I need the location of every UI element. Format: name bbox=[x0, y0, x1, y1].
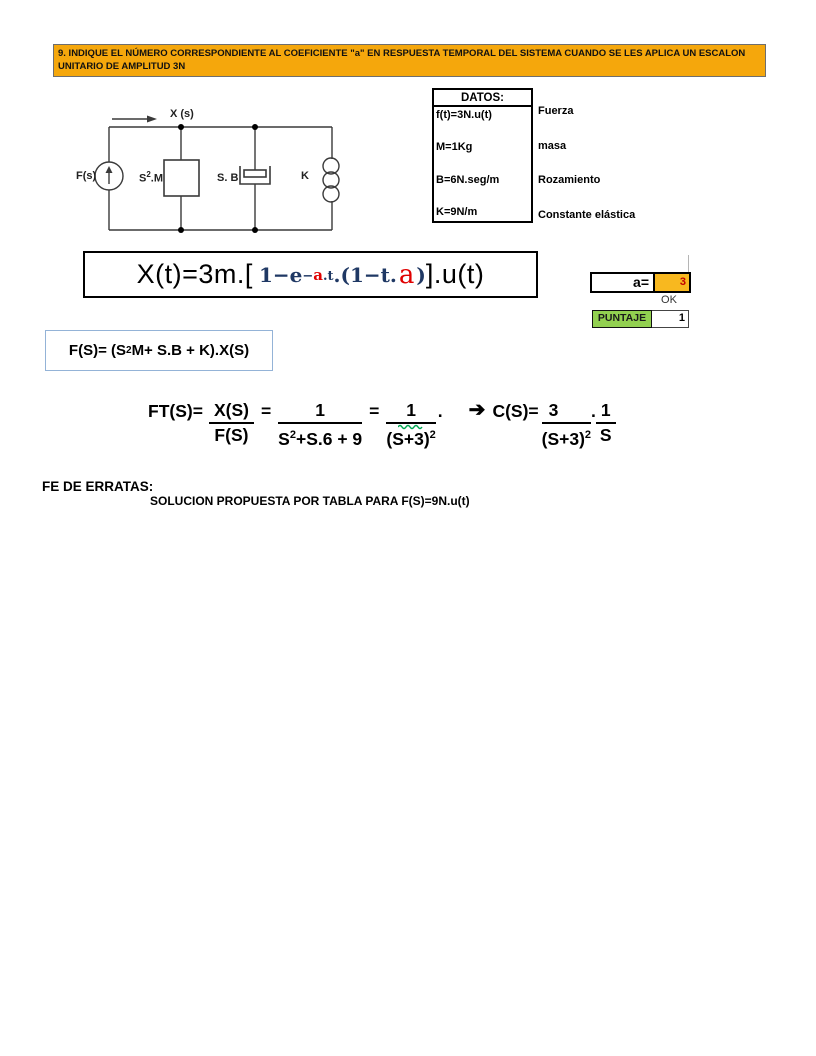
datos-label-damping: Rozamiento bbox=[538, 174, 601, 187]
xeq-exponent bbox=[302, 266, 333, 284]
datos-table-body bbox=[434, 107, 531, 221]
damper-label: S. B bbox=[217, 172, 239, 184]
frac1-numerator: X(S) bbox=[209, 399, 254, 424]
ft-lhs: FT(S)= bbox=[148, 401, 203, 421]
mass-element-icon bbox=[164, 160, 199, 196]
errata-note: SOLUCION PROPUESTA POR TABLA PARA F(S)=9N.u(t) bbox=[150, 494, 470, 508]
xeq-exp-minus: − bbox=[302, 268, 314, 284]
datos-table bbox=[432, 88, 533, 223]
source-arrow-head bbox=[106, 166, 113, 173]
equals-sign-1: = bbox=[260, 401, 272, 421]
mass-label-sup: 2 bbox=[146, 170, 151, 179]
implies-arrow-icon: ➔ bbox=[468, 399, 486, 421]
time-response-equation bbox=[83, 251, 538, 298]
displacement-label: X (s) bbox=[170, 108, 194, 120]
xeq-prefix: X(t)=3m.[ bbox=[136, 259, 253, 289]
datos-label-force: Fuerza bbox=[538, 105, 574, 117]
gridline-remnant bbox=[688, 255, 689, 272]
frac3-den-sup: 2 bbox=[429, 429, 436, 441]
cs-lhs: C(S)= bbox=[492, 401, 539, 421]
junction-dot bbox=[178, 227, 184, 233]
datos-label-mass: masa bbox=[538, 139, 567, 152]
multiply-dot-1: . bbox=[437, 401, 443, 421]
frac2-den-rest: +S.6 + 9 bbox=[295, 428, 363, 449]
xeq-suffix: ].u(t) bbox=[425, 259, 485, 289]
junction-dot bbox=[252, 124, 258, 130]
datos-value-mass: M=1Kg bbox=[436, 141, 473, 154]
frac1-denominator: F(S) bbox=[214, 425, 249, 445]
frac2-den-s: S bbox=[278, 428, 290, 449]
xeq-one-minus-e: 1−e bbox=[258, 262, 303, 287]
spring-label: K bbox=[301, 170, 309, 182]
datos-value-spring: K=9N/m bbox=[436, 205, 478, 218]
frac3-numerator: 1 bbox=[386, 399, 435, 424]
score-value-cell: 1 bbox=[652, 310, 689, 328]
errata-title: FE DE ERRATAS: bbox=[42, 479, 154, 494]
datos-label-column bbox=[538, 105, 635, 221]
frac5-denominator: S bbox=[599, 425, 612, 445]
frac4-den-sup: 2 bbox=[584, 429, 592, 441]
datos-value-force: f(t)=3N.u(t) bbox=[436, 109, 492, 121]
frac4-numerator: 3 bbox=[542, 399, 591, 424]
status-ok-label: OK bbox=[661, 294, 677, 306]
fraction-char-poly bbox=[278, 399, 362, 450]
xeq-close-paren: ) bbox=[416, 262, 426, 287]
datos-table-title: DATOS: bbox=[434, 90, 531, 107]
datos-label-spring: Constante elástica bbox=[538, 208, 636, 221]
force-source-label: F(s) bbox=[76, 170, 97, 182]
damper-piston-icon bbox=[244, 170, 266, 177]
fs-sup: 2 bbox=[126, 345, 132, 356]
junction-dot bbox=[252, 227, 258, 233]
direction-arrow-head bbox=[147, 116, 157, 123]
force-equation-box bbox=[45, 330, 273, 371]
frac4-den-base: (S+3) bbox=[541, 428, 585, 449]
datos-value-damping: B=6N.seg/m bbox=[436, 173, 500, 186]
fraction-step-input bbox=[596, 399, 616, 446]
frac2-den-sup: 2 bbox=[289, 429, 296, 441]
junction-dot bbox=[178, 124, 184, 130]
mass-label-base: S bbox=[138, 172, 147, 185]
frac5-numerator: 1 bbox=[596, 399, 616, 424]
spellcheck-squiggle bbox=[398, 424, 424, 430]
fs-part2: M+ S.B + K).X(S) bbox=[131, 342, 250, 359]
score-label-cell: PUNTAJE bbox=[592, 310, 652, 328]
question-text-line1: 9. INDIQUE EL NÚMERO CORRESPONDIENTE AL COEFICIENTE "a" EN RESPUESTA TEMPORAL DEL SISTEMA CUANDO SE LES APLICA UN ESCALON bbox=[58, 48, 746, 59]
mass-label-rest: .M bbox=[150, 172, 163, 185]
frac2-numerator: 1 bbox=[278, 399, 362, 424]
equals-sign-2: = bbox=[369, 401, 380, 421]
fs-part1: F(S)= (S bbox=[68, 342, 126, 359]
xeq-coefficient-a: a bbox=[398, 259, 415, 290]
answer-label-cell: a= bbox=[590, 272, 655, 293]
answer-row bbox=[590, 272, 691, 293]
system-diagram bbox=[85, 100, 345, 235]
frac4-denominator bbox=[542, 424, 591, 450]
question-text-line2: UNITARIO DE AMPLITUD 3N bbox=[58, 61, 186, 72]
score-row bbox=[592, 310, 689, 328]
multiply-dot-2: . bbox=[591, 401, 596, 421]
xeq-exp-coefficient-a: a bbox=[313, 265, 323, 284]
frac2-denominator bbox=[278, 424, 362, 450]
frac3-den-base: (S+3) bbox=[386, 428, 430, 449]
fraction-cs bbox=[542, 399, 591, 450]
fraction-factored bbox=[386, 399, 435, 450]
question-banner bbox=[53, 44, 766, 77]
answer-value-cell[interactable]: 3 bbox=[655, 272, 691, 293]
transfer-function-equation bbox=[148, 399, 616, 450]
mass-label bbox=[130, 170, 163, 185]
xeq-inner: .(1−t. bbox=[333, 262, 397, 287]
xeq-exp-time: .t bbox=[322, 268, 334, 284]
fraction-xs-fs bbox=[209, 399, 254, 446]
